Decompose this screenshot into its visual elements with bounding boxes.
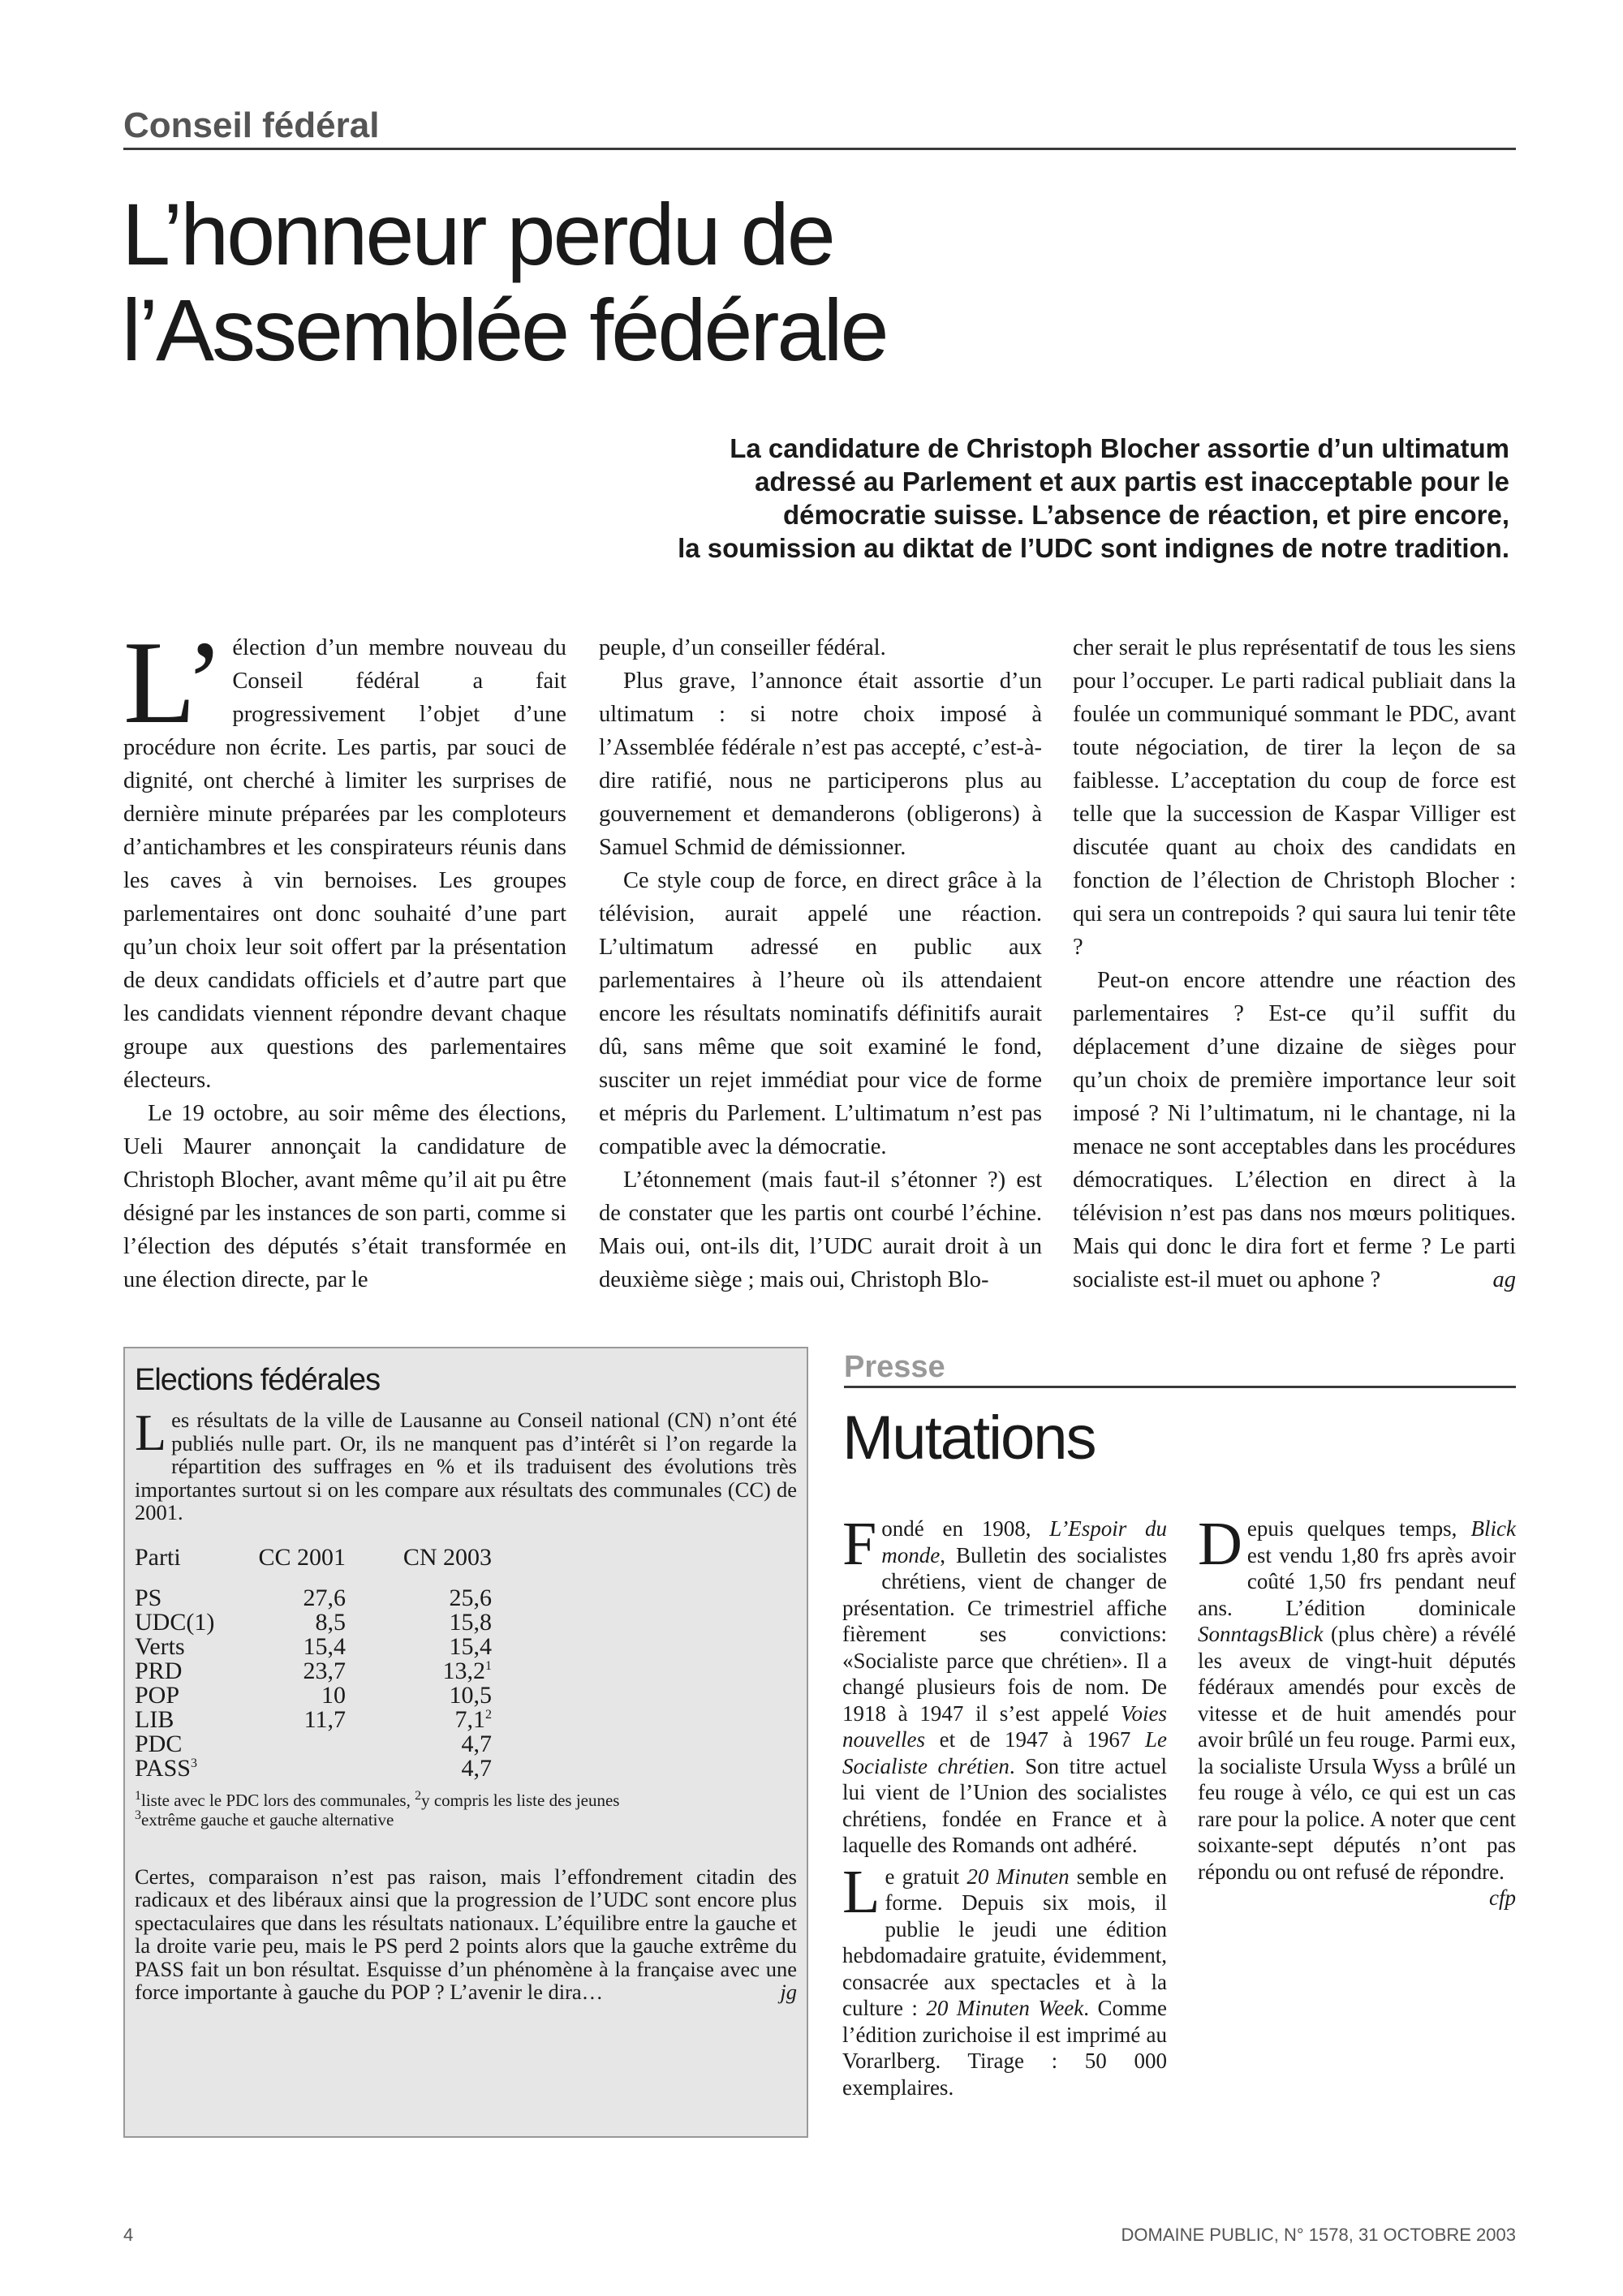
article-title bbox=[122, 187, 1258, 378]
header-cn: CN 2003 bbox=[403, 1543, 492, 1571]
sidebar-signature: jg bbox=[780, 1980, 797, 2004]
table-row: Verts 15,4 15,4 bbox=[135, 1632, 492, 1660]
article-paragraph: peuple, d’un conseiller fédéral. bbox=[599, 635, 886, 660]
table-row: PASS$^3$ 4,7 bbox=[135, 1754, 492, 1782]
publication-info: DOMAINE PUBLIC, N° 1578, 31 OCTOBRE 2003 bbox=[1121, 2225, 1516, 2245]
drop-cap: L’ bbox=[123, 617, 225, 748]
presse-column-1 bbox=[842, 1510, 1168, 2105]
table-row: PRD 23,7 13,2$^1$ bbox=[135, 1657, 492, 1684]
lead-line-1: La candidature de Christoph Blocher assortie d’un ultimatum bbox=[730, 433, 1509, 463]
sidebar-box-elections bbox=[123, 1347, 808, 2138]
table-row: PDC 4,7 bbox=[135, 1730, 492, 1757]
results-table-header bbox=[135, 1546, 492, 1586]
header-party: Parti bbox=[135, 1543, 181, 1571]
drop-cap: L bbox=[842, 1857, 880, 1926]
table-row: POP 10 10,5 bbox=[135, 1681, 492, 1709]
article-signature: ag bbox=[1492, 1267, 1516, 1292]
article-paragraph: Plus grave, l’annonce était assortie d’un ultimatum : si notre choix imposé à l’Assemblée fédérale n’est pas accepté, c’est-à-dire ratifié, nous ne participerons plus au gouvernement et demanderons (obligerons) à Samuel Schmid de démissionner. bbox=[599, 669, 1042, 860]
footnote-mark: 3 bbox=[190, 1756, 197, 1770]
presse-paragraph: Fondé en 1908, L’Espoir du monde, Bulletin des socialistes chrétiens, vient de changer de présentation. Ce trimestriel affiche fièrement ses convictions: «Socialiste parce que chrétien». Il a changé plusieurs fois de nom. De 1918 à 1947 il s’est appelé Voies nouvelles et de 1947 à 1967 Le Socialiste chrétien. Son titre actuel lui vient de l’Union des socialistes chrétiens, fondée en France et à laquelle des Romands ont adhéré. bbox=[842, 1510, 1168, 1857]
article-column-3 bbox=[1073, 631, 1516, 1296]
presse-title: Mutations bbox=[842, 1404, 1096, 1473]
table-footnotes: $^1$liste avec le PDC lors des communales, $^2$y compris les liste des jeunes $^3$extrême gauche et gauche alternative bbox=[135, 1788, 620, 1829]
article-paragraph: Ce style coup de force, en direct grâce à la télévision, aurait appelé une réaction. L’ultimatum adressé en public aux parlementaires à l’heure où ils attendaient encore les résultats nominatifs définitifs aurait dû, sans même que soit examiné le fond, susciter un rejet immédiat pour vice de forme et mépris du Parlement. L’ultimatum n’est pas compatible avec la démocratie. bbox=[599, 868, 1042, 1159]
presse-signature: cfp bbox=[1489, 1885, 1516, 1910]
drop-cap: F bbox=[842, 1510, 877, 1578]
lead-line-2: adressé au Parlement et aux partis est inacceptable pour le bbox=[755, 467, 1509, 497]
article-paragraph: Le 19 octobre, au soir même des élections, Ueli Maurer annonçait la candidature de Christoph Blocher, avant même qu’il ait pu être désigné par les instances de son parti, comme si l’élection des députés s’était transformée en une élection directe, par le bbox=[123, 1101, 566, 1292]
table-row: UDC(1) 8,5 15,8 bbox=[135, 1608, 492, 1636]
footnote-mark: 1 bbox=[485, 1658, 492, 1673]
article-paragraph: cher serait le plus représentatif de tous les siens pour l’occuper. Le parti radical publiait dans la foulée un communiqué sommant le PDC, avant toute négociation, de tirer la leçon de sa faiblesse. L’acceptation du coup de force est telle que la succession de Kaspar Villiger est discutée quant au choix des candidats en fonction de l’élection de Christoph Blocher : qui sera un contrepoids ? qui saura lui tenir tête ? bbox=[1073, 635, 1516, 960]
sidebar-drop-cap: L bbox=[135, 1404, 167, 1461]
sidebar-outro: Certes, comparaison n’est pas raison, mais l’effondrement citadin des radicaux et des libéraux ainsi que la progression de l’UDC sont encore plus spectaculaires que dans les résultats nationaux. L’équilibre entre la gauche et la droite varie peu, mais le PS perd 2 points alors que la gauche extrême du PASS fait un bon résultat. Esquisse d’un phénomène à la française avec une force importante à gauche du POP ? L’avenir le dira… jg bbox=[135, 1864, 797, 2004]
presse-column-2 bbox=[1198, 1510, 1516, 1911]
article-paragraph: L’étonnement (mais faut-il s’étonner ?) est de constater que les partis ont courbé l’échine. Mais oui, ont-ils dit, l’UDC aurait droit à un deuxième siège ; mais oui, Christoph Blo- bbox=[599, 1167, 1042, 1292]
sidebar-title: Elections fédérales bbox=[135, 1363, 381, 1397]
drop-cap: D bbox=[1198, 1510, 1242, 1578]
presse-paragraph: Le gratuit 20 Minuten semble en forme. Depuis six mois, il publie le jeudi une édition hebdomadaire gratuite, évidemment, consacrée aux spectacles et à la culture : 20 Minuten Week. Comme l’édition zurichoise il est imprimé au Vorarlberg. Tirage : 50 000 exemplaires. bbox=[842, 1857, 1167, 2100]
lead-line-4: la soumission au diktat de l’UDC sont indignes de notre tradition. bbox=[678, 533, 1509, 563]
article-paragraph: Peut-on encore attendre une réaction des parlementaires ? Est-ce qu’il suffit du déplacement d’une dizaine de sièges pour qu’un choix de première importance leur soit imposé ? Ni l’ultimatum, ni le chantage, ni la menace ne sont acceptables dans les procédures démocratiques. L’élection en direct à la télévision n’est pas dans nos mœurs politiques. Mais qui donc le dira fort et ferme ? Le parti socialiste est-il muet ou aphone ? ag bbox=[1073, 964, 1516, 1296]
footnote-mark: 2 bbox=[485, 1707, 492, 1722]
section-rubric: Conseil fédéral bbox=[123, 104, 1516, 150]
table-row: PS 27,6 25,6 bbox=[135, 1584, 492, 1611]
results-table bbox=[135, 1543, 492, 1782]
presse-paragraph: Depuis quelques temps, Blick est vendu 1,80 frs après avoir coûté 1,50 frs pendant neuf ans. L’édition dominicale SonntagsBlick (plus chère) a révélé les aveux de vingt-huit députés fédéraux amendés pour excès de vitesse et de huit amendés pour avoir brûlé un feu rouge. Parmi eux, la socialiste Ursula Wyss a brûlé un feu rouge à vélo, ce qui est un cas rare pour la police. A noter que cent soixante-sept députés n’ont pas répondu ou ont refusé de répondre. cfp bbox=[1198, 1510, 1516, 1910]
title-line-1: L’honneur perdu de bbox=[122, 185, 833, 283]
lead-line-3: démocratie suisse. L’absence de réaction, et pire encore, bbox=[782, 500, 1509, 530]
presse-rubric: Presse bbox=[844, 1348, 1516, 1388]
sidebar-intro: Les résultats de la ville de Lausanne au Conseil national (CN) n’ont été publiés nulle part. Or, ils ne manquent pas d’intérêt si l’on regarde la répartition des suffrages en % et ils traduisent des évolutions très importantes surtout si on les compare aux résultats des communales (CC) de 2001. bbox=[135, 1404, 797, 1524]
title-line-2: l’Assemblée fédérale bbox=[122, 281, 887, 379]
page-number: 4 bbox=[123, 2225, 134, 2245]
article-column-2 bbox=[599, 631, 1042, 1296]
article-paragraph: L’ élection d’un membre nouveau du Conseil fédéral a fait progressivement l’objet d’une procédure non écrite. Les partis, par souci de dignité, ont cherché à limiter les surprises de dernière minute préparées par les comploteurs d’antichambres et les conspirateurs réunis dans les caves à vin bernoises. Les groupes parlementaires ont donc souhaité d’une part qu’un choix leur soit offert par la présentation de deux candidats officiels et d’autre part que les candidats viennent répondre devant chaque groupe aux questions des parlementaires électeurs. bbox=[123, 617, 566, 1093]
table-row: LIB 11,7 $7,1^2$ bbox=[135, 1705, 492, 1733]
header-cc: CC 2001 bbox=[258, 1543, 346, 1571]
article-lead bbox=[454, 432, 1509, 565]
article-column-1 bbox=[123, 617, 566, 1296]
